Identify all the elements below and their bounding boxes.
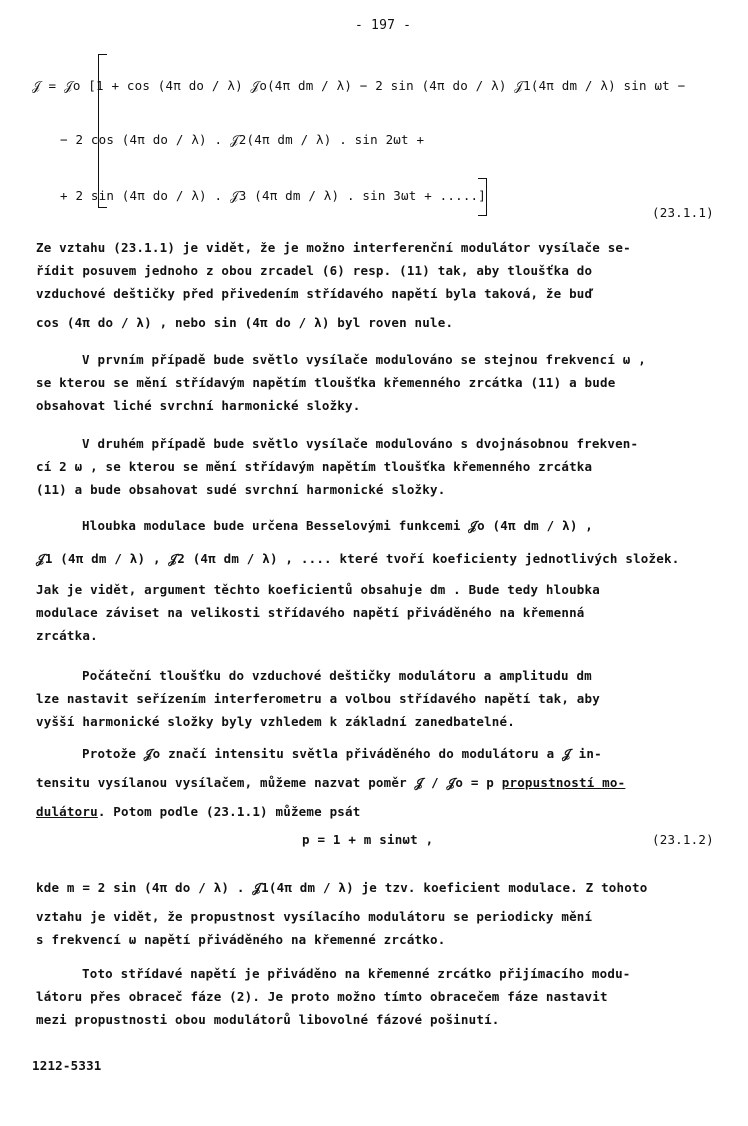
equation-line-3: + 2 sin (4π do / λ) . 𝒥3 (4π dm / λ) . sin 3ωt + .....] [60,188,487,203]
equation-line-2: − 2 cos (4π do / λ) . 𝒥2(4π dm / λ) . sin 2ωt + [60,132,425,147]
equation-label-23-1-2: (23.1.2) [652,832,714,847]
equation-label-23-1-1: (23.1.1) [652,205,714,220]
paragraph-3: V druhém případě bude světlo vysílače modulováno s dvojnásobnou frekven- cí 2 ω , se kterou se mění střídavým napětím tloušťka křemenného zrcátka (11) a bude obsahovat sudé svrchní harmonické složky. [36,436,639,497]
paragraph-1: Ze vztahu (23.1.1) je vidět, že je možno interferenční modulátor vysílače se- řídit posuvem jednoho z obou zrcadel (6) resp. (11) tak, aby tloušťka do vzduchové deštičky před přivedením střídavého napětí byla taková, že buď cos (4π do / λ) , nebo sin (4π do / λ) byl roven nule. [36,240,631,330]
page-number: - 197 - [355,18,412,33]
paragraph-6: Protože 𝒥o značí intensitu světla přiváděného do modulátoru a 𝒥 in- tensitu vysílanou vysílačem, můžeme nazvat poměr 𝒥 / 𝒥o = p propustností mo- dulátoru. Potom podle (23.1.1) můžeme psát [36,746,626,819]
footer-code: 1212-5331 [32,1058,102,1073]
equation-23-1-2: p = 1 + m sinωt , [302,832,434,847]
paragraph-4: Hloubka modulace bude určena Besselovými funkcemi 𝒥o (4π dm / λ) , 𝒥1 (4π dm / λ) , 𝒥2 (4π dm / λ) , .... které tvoří koeficienty jednotlivých složek. Jak je vidět, argument těchto koeficientů obsahuje dm . Bude tedy hloubka modulace záviset na velikosti střídavého napětí přiváděného na křemenná zrcátka. [36,518,680,643]
equation-line-1: 𝒥 = 𝒥o [1 + cos (4π do / λ) 𝒥o(4π dm / λ) − 2 sin (4π do / λ) 𝒥1(4π dm / λ) sin ωt − [32,78,686,93]
paragraph-2: V prvním případě bude světlo vysílače modulováno se stejnou frekvencí ω , se kterou se mění střídavým napětím tloušťka křemenného zrcátka (11) a bude obsahovat liché svrchní harmonické složky. [36,352,646,413]
paragraph-7: kde m = 2 sin (4π do / λ) . 𝒥1(4π dm / λ) je tzv. koeficient modulace. Z tohoto vztahu je vidět, že propustnost vysílacího modulátoru se periodicky mění s frekvencí ω napětí přiváděného na křemenné zrcátko. [36,880,648,947]
paragraph-8: Toto střídavé napětí je přiváděno na křemenné zrcátko přijímacího modu- látoru přes obraceč fáze (2). Je proto možno tímto obracečem fáze nastavit mezi propustnosti obou modulátorů libovolné fázové pošinutí. [36,966,631,1027]
term-propustnost: propustností mo- [501,775,626,790]
paragraph-5: Počáteční tloušťku do vzduchové deštičky modulátoru a amplitudu dm lze nastavit seřízením interferometru a volbou střídavého napětí tak, aby vyšší harmonické složky byly vzhledem k základní zanedbatelné. [36,668,600,729]
term-modulatoru: dulátoru [36,804,98,819]
